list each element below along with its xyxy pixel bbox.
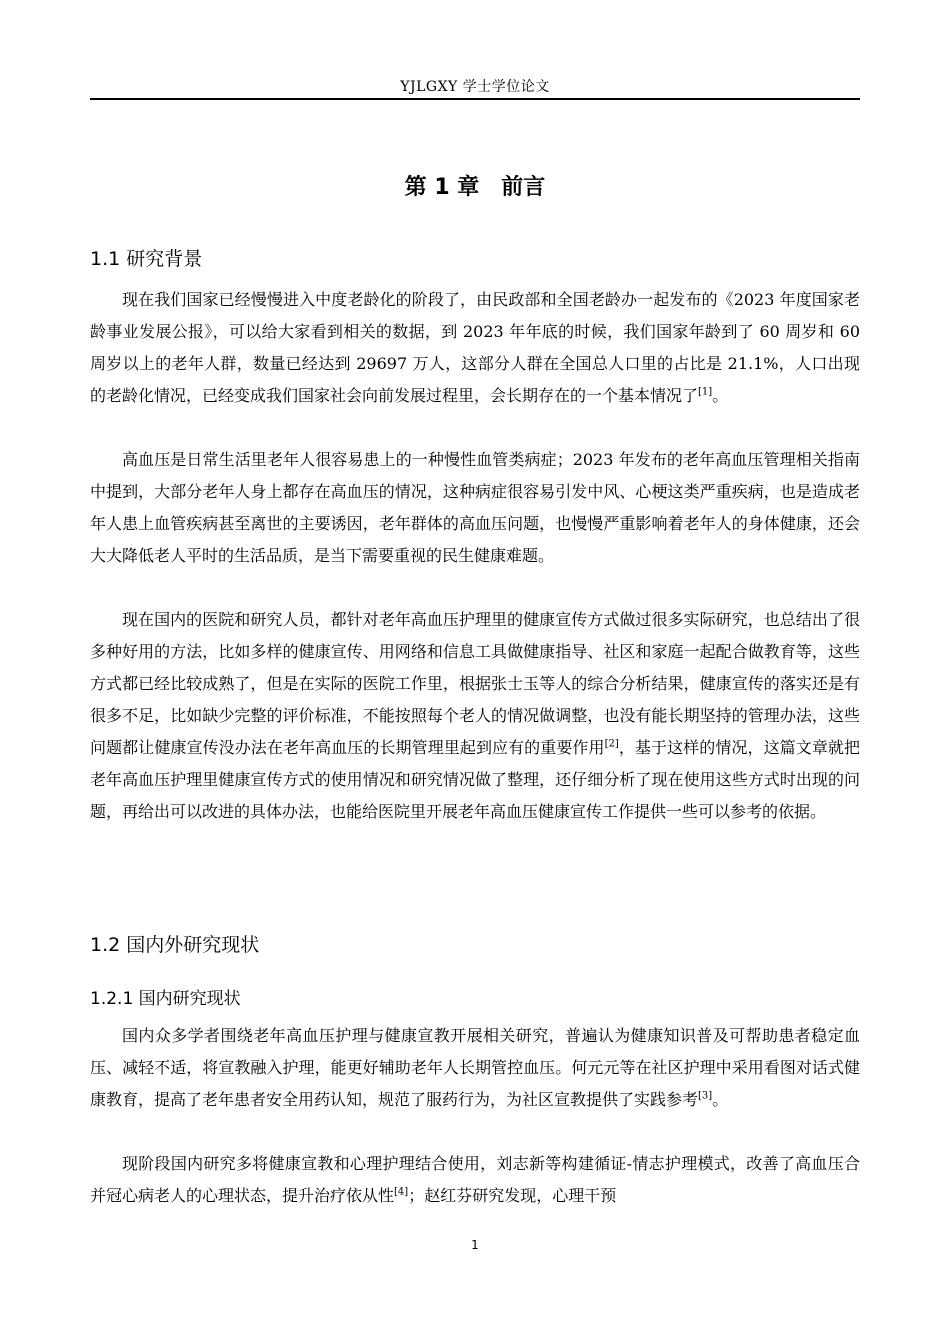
citation-4: [4] <box>394 1186 409 1198</box>
page-number: 1 <box>471 1238 479 1252</box>
citation-2: [2] <box>604 738 619 750</box>
paragraph-4 <box>90 1020 860 1116</box>
paragraph-4-text: 国内众多学者围绕老年高血压护理与健康宣教开展相关研究，普遍认为健康知识普及可帮助患者稳定血压、减轻不适，将宣教融入护理，能更好辅助老年人长期管控血压。何元元等在社区护理中采用看图对话式健康教育，提高了老年患者安全用药认知，规范了服药行为，为社区宣教提供了实践参考 <box>90 1026 860 1109</box>
header-rule <box>90 98 860 100</box>
paragraph-5-text: 现阶段国内研究多将健康宣教和心理护理结合使用，刘志新等构建循证-情志护理模式，改善了高血压合并冠心病老人的心理状态，提升治疗依从性 <box>90 1154 860 1205</box>
section-heading-1-2: 1.2 国内外研究现状 <box>90 934 260 956</box>
section-heading-1-1: 1.1 研究背景 <box>90 248 203 270</box>
citation-1: [1] <box>698 386 713 398</box>
paragraph-1-text: 现在我们国家已经慢慢进入中度老龄化的阶段了，由民政部和全国老龄办一起发布的《2023 年度国家老龄事业发展公报》，可以给大家看到相关的数据，到 2023 年年底的时候，我们国家年龄到了 60 周岁和 60 周岁以上的老年人群，数量已经达到 29697 万人，这部分人群在全国总人口里的占比是 21.1%，人口出现的老龄化情况，已经变成我们国家社会向前发展过程里，会长期存在的一个基本情况了 <box>90 290 860 405</box>
citation-3: [3] <box>698 1090 713 1102</box>
paragraph-3-end: ，基于这样的情况，这篇文章就把老年高血压护理里健康宣传方式的使用情况和研究情况做了整理，还仔细分析了现在使用这些方式时出现的问题，再给出可以改进的具体办法，也能给医院里开展老年高血压健康宣传工作提供一些可以参考的依据。 <box>90 738 860 821</box>
paragraph-3 <box>90 604 860 828</box>
paragraph-2-text: 高血压是日常生活里老年人很容易患上的一种慢性血管类病症；2023 年发布的老年高血压管理相关指南中提到，大部分老年人身上都存在高血压的情况，这种病症很容易引发中风、心梗这类严重疾病，也是造成老年人患上血管疾病甚至离世的主要诱因，老年群体的高血压问题，也慢慢严重影响着老年人的身体健康，还会大大降低老人平时的生活品质，是当下需要重视的民生健康难题。 <box>90 450 860 565</box>
paragraph-1 <box>90 284 860 412</box>
running-header: YJLGXY 学士学位论文 <box>400 79 550 95</box>
paragraph-1-end: 。 <box>712 386 729 405</box>
paragraph-5-end: ；赵红芬研究发现，心理干预 <box>408 1186 617 1205</box>
section-heading-1-2-1: 1.2.1 国内研究现状 <box>90 989 241 1009</box>
chapter-title: 第 1 章 前言 <box>404 175 546 200</box>
paragraph-5 <box>90 1148 860 1212</box>
paragraph-2 <box>90 444 860 572</box>
paragraph-4-end: 。 <box>712 1090 729 1109</box>
paragraph-3-text: 现在国内的医院和研究人员，都针对老年高血压护理里的健康宣传方式做过很多实际研究，也总结出了很多种好用的方法，比如多样的健康宣传、用网络和信息工具做健康指导、社区和家庭一起配合做教育等，这些方式都已经比较成熟了，但是在实际的医院工作里，根据张士玉等人的综合分析结果，健康宣传的落实还是有很多不足，比如缺少完整的评价标准，不能按照每个老人的情况做调整，也没有能长期坚持的管理办法，这些问题都让健康宣传没办法在老年高血压的长期管理里起到应有的重要作用 <box>90 610 860 757</box>
